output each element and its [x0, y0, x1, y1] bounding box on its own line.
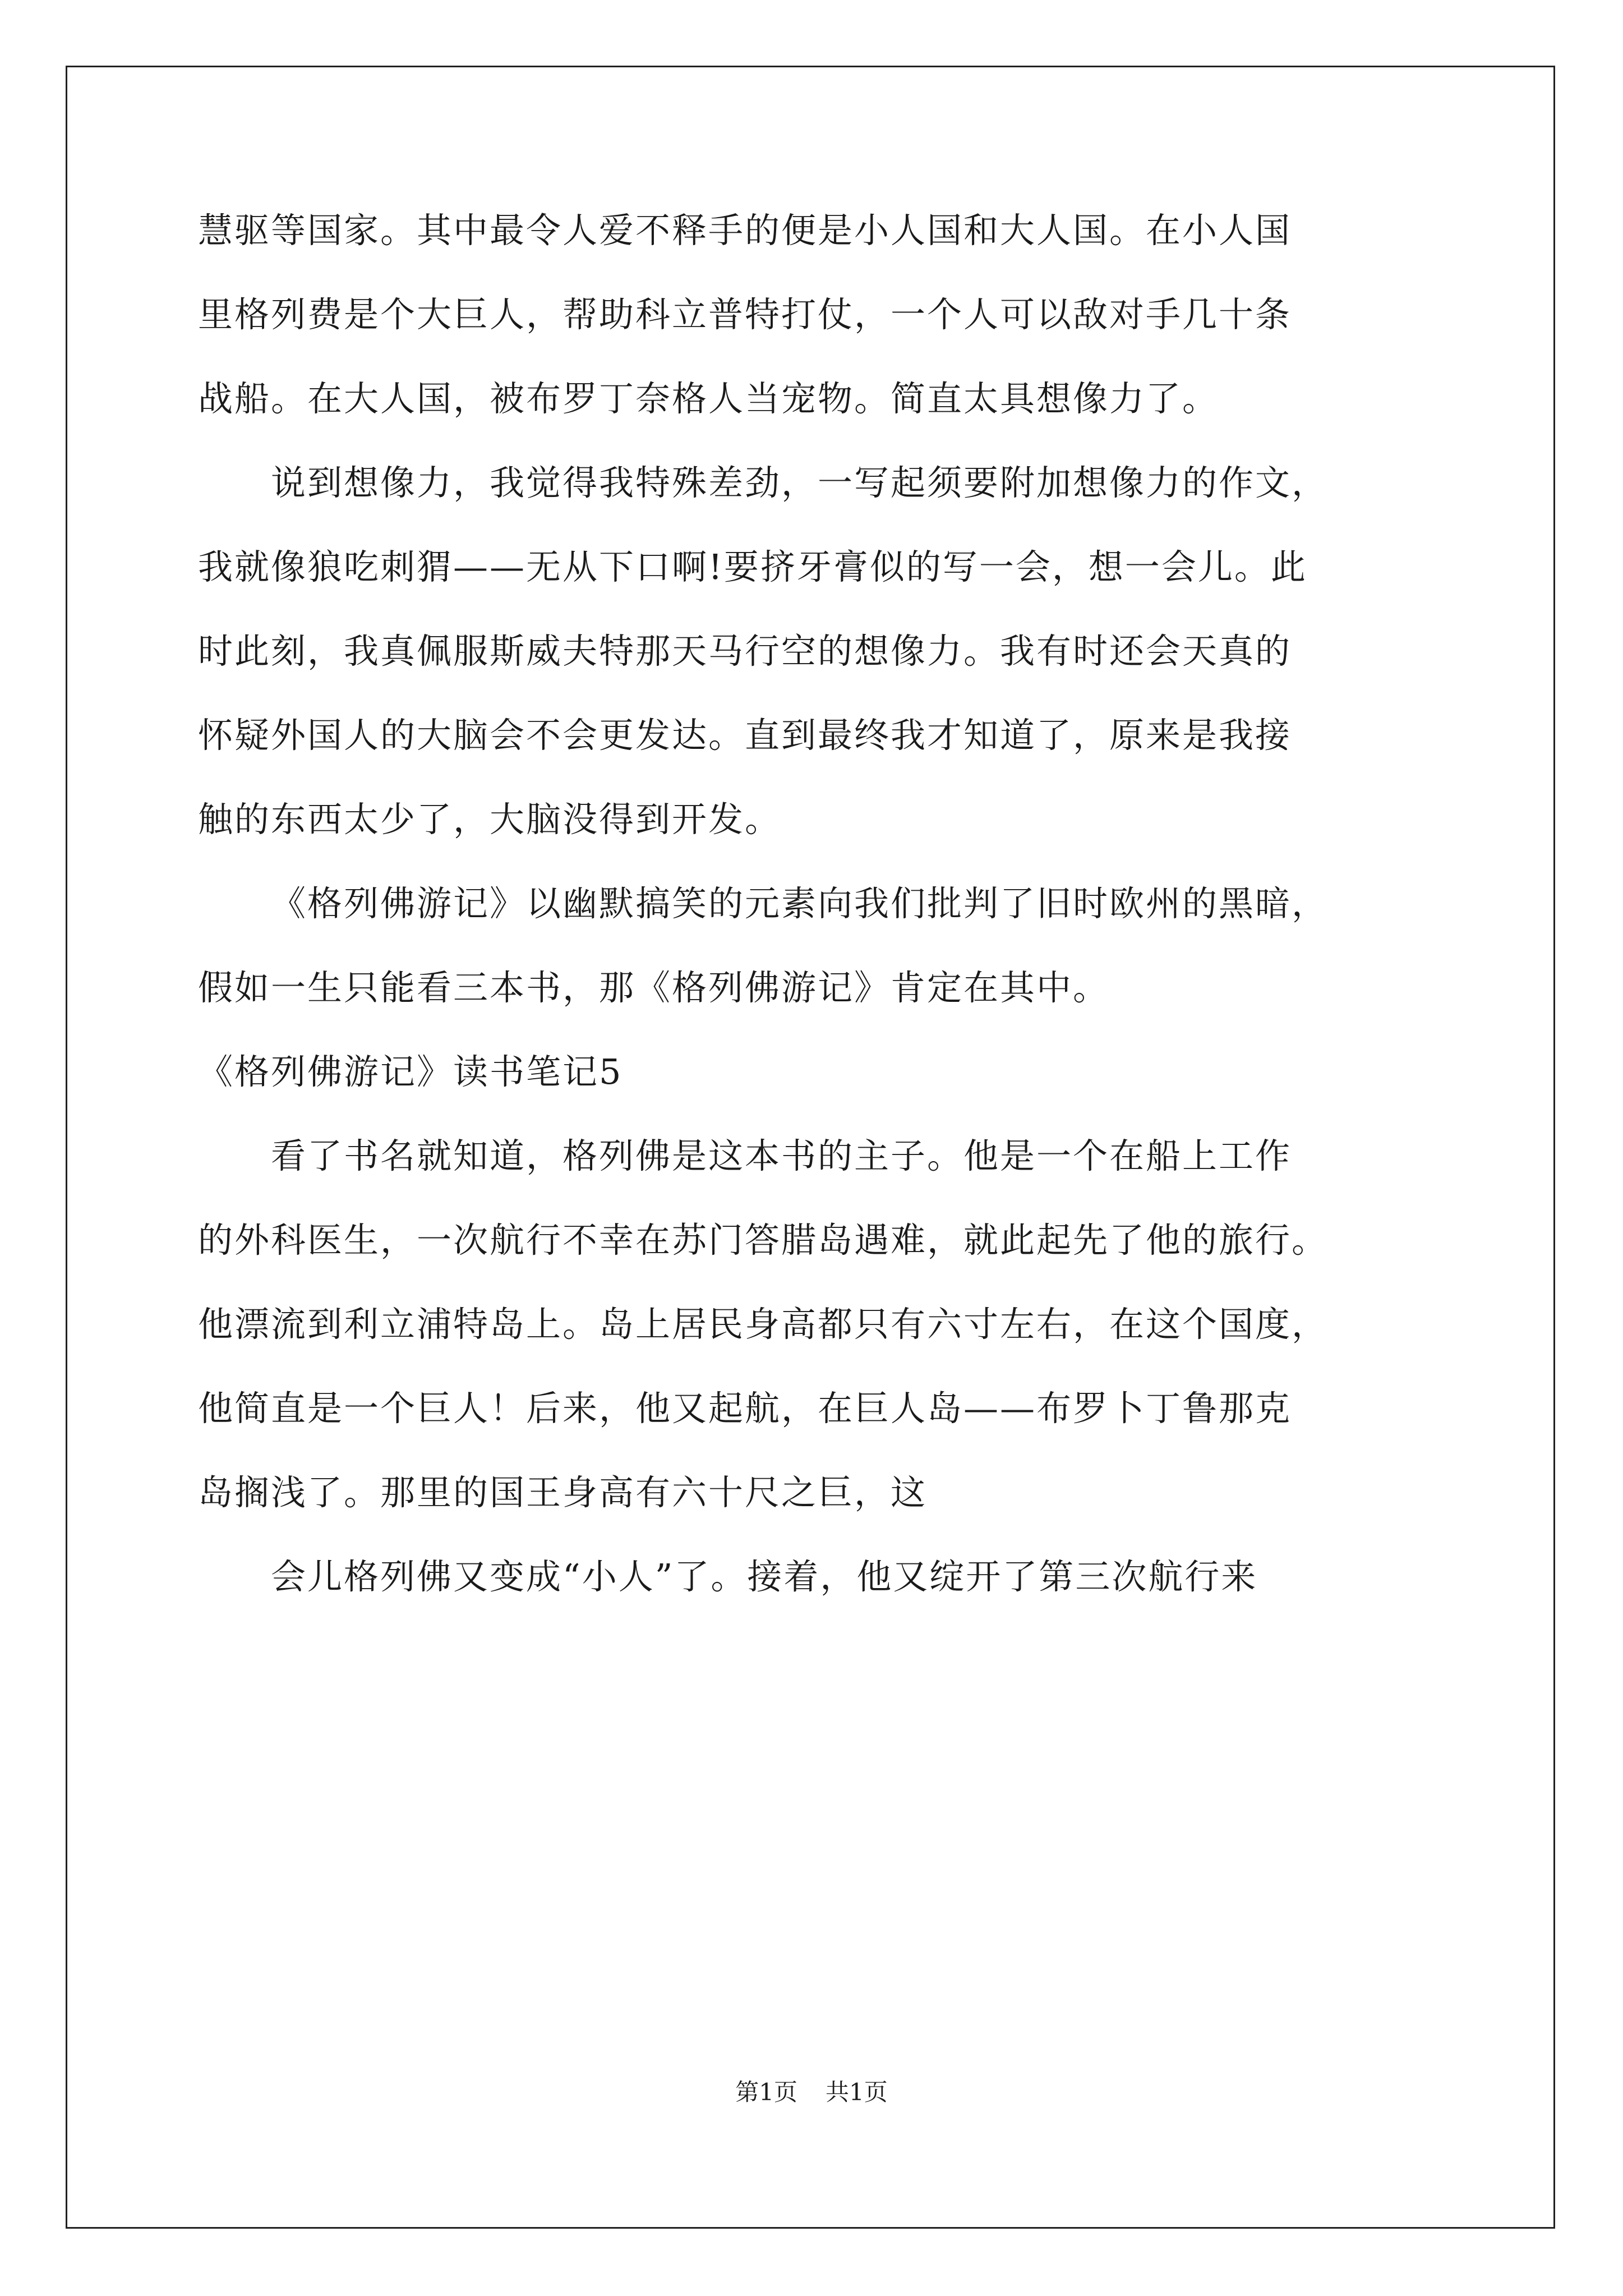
text-line: 说到想像力，我觉得我特殊差劲，一写起须要附加想像力的作文， — [271, 462, 1329, 503]
text-line: 里格列费是个大巨人，帮助科立普特打仗，一个人可以敌对手几十条 — [198, 294, 1292, 335]
text-line: 时此刻，我真佩服斯威夫特那天马行空的想像力。我有时还会天真的 — [198, 631, 1292, 671]
page-footer — [0, 2074, 1623, 2108]
text-line: 看了书名就知道，格列佛是这本书的主子。他是一个在船上工作 — [271, 1135, 1292, 1176]
page-number: 第1页 — [735, 2078, 797, 2106]
text-line: 他漂流到利立浦特岛上。岛上居民身高都只有六寸左右，在这个国度， — [198, 1304, 1329, 1345]
text-line: 触的东西太少了，大脑没得到开发。 — [198, 799, 782, 840]
text-line: 战船。在大人国，被布罗丁奈格人当宠物。简直太具想像力了。 — [198, 378, 1219, 419]
text-line: 他简直是一个巨人！后来，他又起航，在巨人岛——布罗卜丁鲁那克 — [198, 1388, 1292, 1429]
text-line: 怀疑外国人的大脑会不会更发达。直到最终我才知道了，原来是我接 — [198, 715, 1292, 756]
text-line: 《格列佛游记》以幽默搞笑的元素向我们批判了旧时欧州的黑暗， — [271, 883, 1329, 924]
text-line: 假如一生只能看三本书，那《格列佛游记》肯定在其中。 — [198, 967, 1110, 1008]
text-line: 的外科医生，一次航行不幸在苏门答腊岛遇难，就此起先了他的旅行。 — [198, 1220, 1329, 1260]
text-line: 慧驱等国家。其中最令人爱不释手的便是小人国和大人国。在小人国 — [198, 210, 1292, 251]
page-total: 共1页 — [826, 2078, 888, 2106]
text-line: 会儿格列佛又变成“小人”了。接着，他又绽开了第三次航行来 — [271, 1556, 1258, 1597]
text-line: 我就像狼吃刺猬——无从下口啊!要挤牙膏似的写一会，想一会儿。此 — [198, 546, 1307, 587]
section-heading: 《格列佛游记》读书笔记5 — [198, 1051, 623, 1092]
text-line: 岛搁浅了。那里的国王身高有六十尺之巨，这 — [198, 1472, 928, 1513]
